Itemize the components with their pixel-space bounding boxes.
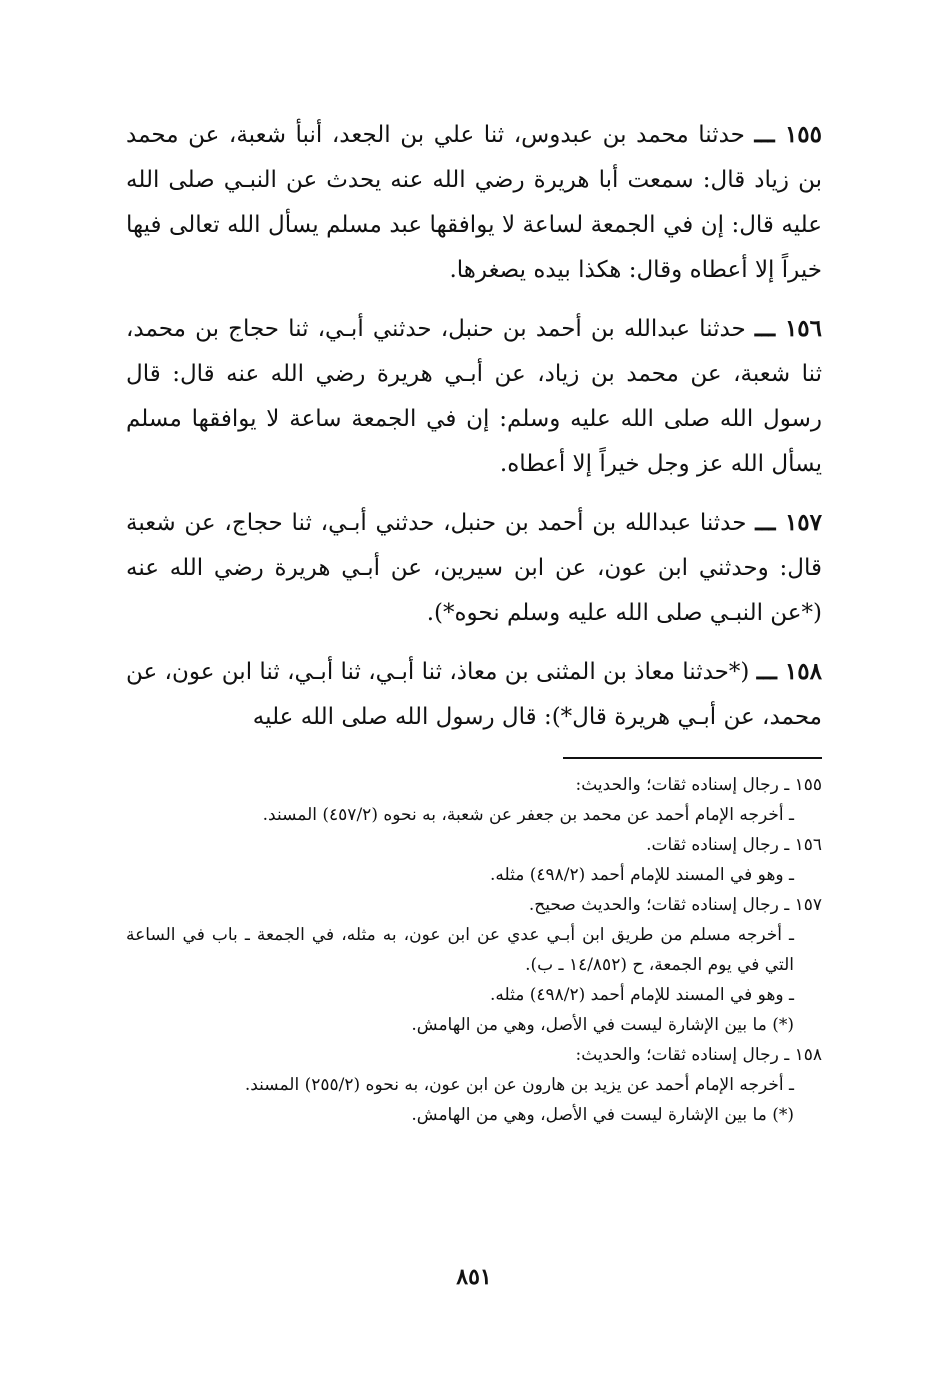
footnote-157-heading: ١٥٧ ـ رجال إسناده ثقات؛ والحديث صحيح. bbox=[528, 895, 822, 915]
page-number: ٨٥١ bbox=[456, 1264, 492, 1290]
footnote-157-source: ـ أخرجه مسلم من طريق ابن أبـي عدي عن ابن عون، به مثله، في الجمعة ـ باب في الساعة التي في يوم الجمعة، ح (١٤/٨٥٢ ـ ب). bbox=[126, 925, 794, 975]
footnote-157-note: (*) ما بين الإشارة ليست في الأصل، وهي من الهامش. bbox=[411, 1015, 794, 1035]
footnote-158-heading: ١٥٨ ـ رجال إسناده ثقات؛ والحديث: bbox=[575, 1045, 822, 1065]
footnote-157-musnad: ـ وهو في المسند للإمام أحمد (٤٩٨/٢) مثله. bbox=[489, 985, 794, 1005]
hadith-text: حدثنا محمد بن عبدوس، ثنا علي بن الجعد، أنبأ شعبة، عن محمد بن زياد قال: سمعت أبا هريرة رضي الله عنه يحدث عن النبـي صلى الله عليه قال: إن في الجمعة لساعة لا يوافقها عبد مسلم يسأل الله تعالى فيها خيراً إلا أعطاه وقال: هكذا بيده يصغرها. bbox=[126, 122, 822, 283]
hadith-number: ١٥٦ ـــ bbox=[754, 315, 822, 342]
hadith-number: ١٥٨ ـــ bbox=[756, 658, 822, 685]
footnote-155-heading: ١٥٥ ـ رجال إسناده ثقات؛ والحديث: bbox=[575, 775, 822, 795]
footnote-158-note: (*) ما بين الإشارة ليست في الأصل، وهي من الهامش. bbox=[411, 1105, 794, 1125]
footnote-158-source: ـ أخرجه الإمام أحمد عن يزيد بن هارون عن ابن عون، به نحوه (٢٥٥/٢) المسند. bbox=[244, 1075, 794, 1095]
footnote-155-source: ـ أخرجه الإمام أحمد عن محمد بن جعفر عن شعبة، به نحوه (٤٥٧/٢) المسند. bbox=[262, 805, 794, 825]
footnote-divider bbox=[563, 757, 822, 759]
hadith-text: حدثنا عبدالله بن أحمد بن حنبل، حدثني أبـي، ثنا حجاج، عن شعبة قال: وحدثني ابن عون، عن ابن سيرين، عن أبـي هريرة رضي الله عنه (*عن النبـي صلى الله عليه وسلم نحوه*). bbox=[126, 510, 822, 626]
hadith-text: (*حدثنا معاذ بن المثنى بن معاذ، ثنا أبـي، ثنا أبـي، ثنا ابن عون، عن محمد، عن أبـي هريرة قال*): قال رسول الله صلى الله عليه bbox=[126, 659, 822, 730]
hadith-text: حدثنا عبدالله بن أحمد بن حنبل، حدثني أبـي، ثنا حجاج بن محمد، ثنا شعبة، عن محمد بن زياد، عن أبـي هريرة رضي الله عنه قال: قال رسول الله صلى الله عليه وسلم: إن في الجمعة ساعة لا يوافقها مسلم يسأل الله عز وجل خيراً إلا أعطاه. bbox=[126, 316, 822, 477]
hadith-number: ١٥٥ ـــ bbox=[754, 121, 822, 148]
main-text bbox=[126, 112, 822, 753]
footnote-156-heading: ١٥٦ ـ رجال إسناده ثقات. bbox=[646, 835, 822, 855]
hadith-156 bbox=[126, 306, 822, 487]
hadith-155 bbox=[126, 112, 822, 293]
footnote-156-source: ـ وهو في المسند للإمام أحمد (٤٩٨/٢) مثله. bbox=[489, 865, 794, 885]
footnotes bbox=[126, 770, 822, 1130]
hadith-157 bbox=[126, 500, 822, 636]
hadith-number: ١٥٧ ـــ bbox=[755, 509, 822, 536]
hadith-158 bbox=[126, 649, 822, 740]
